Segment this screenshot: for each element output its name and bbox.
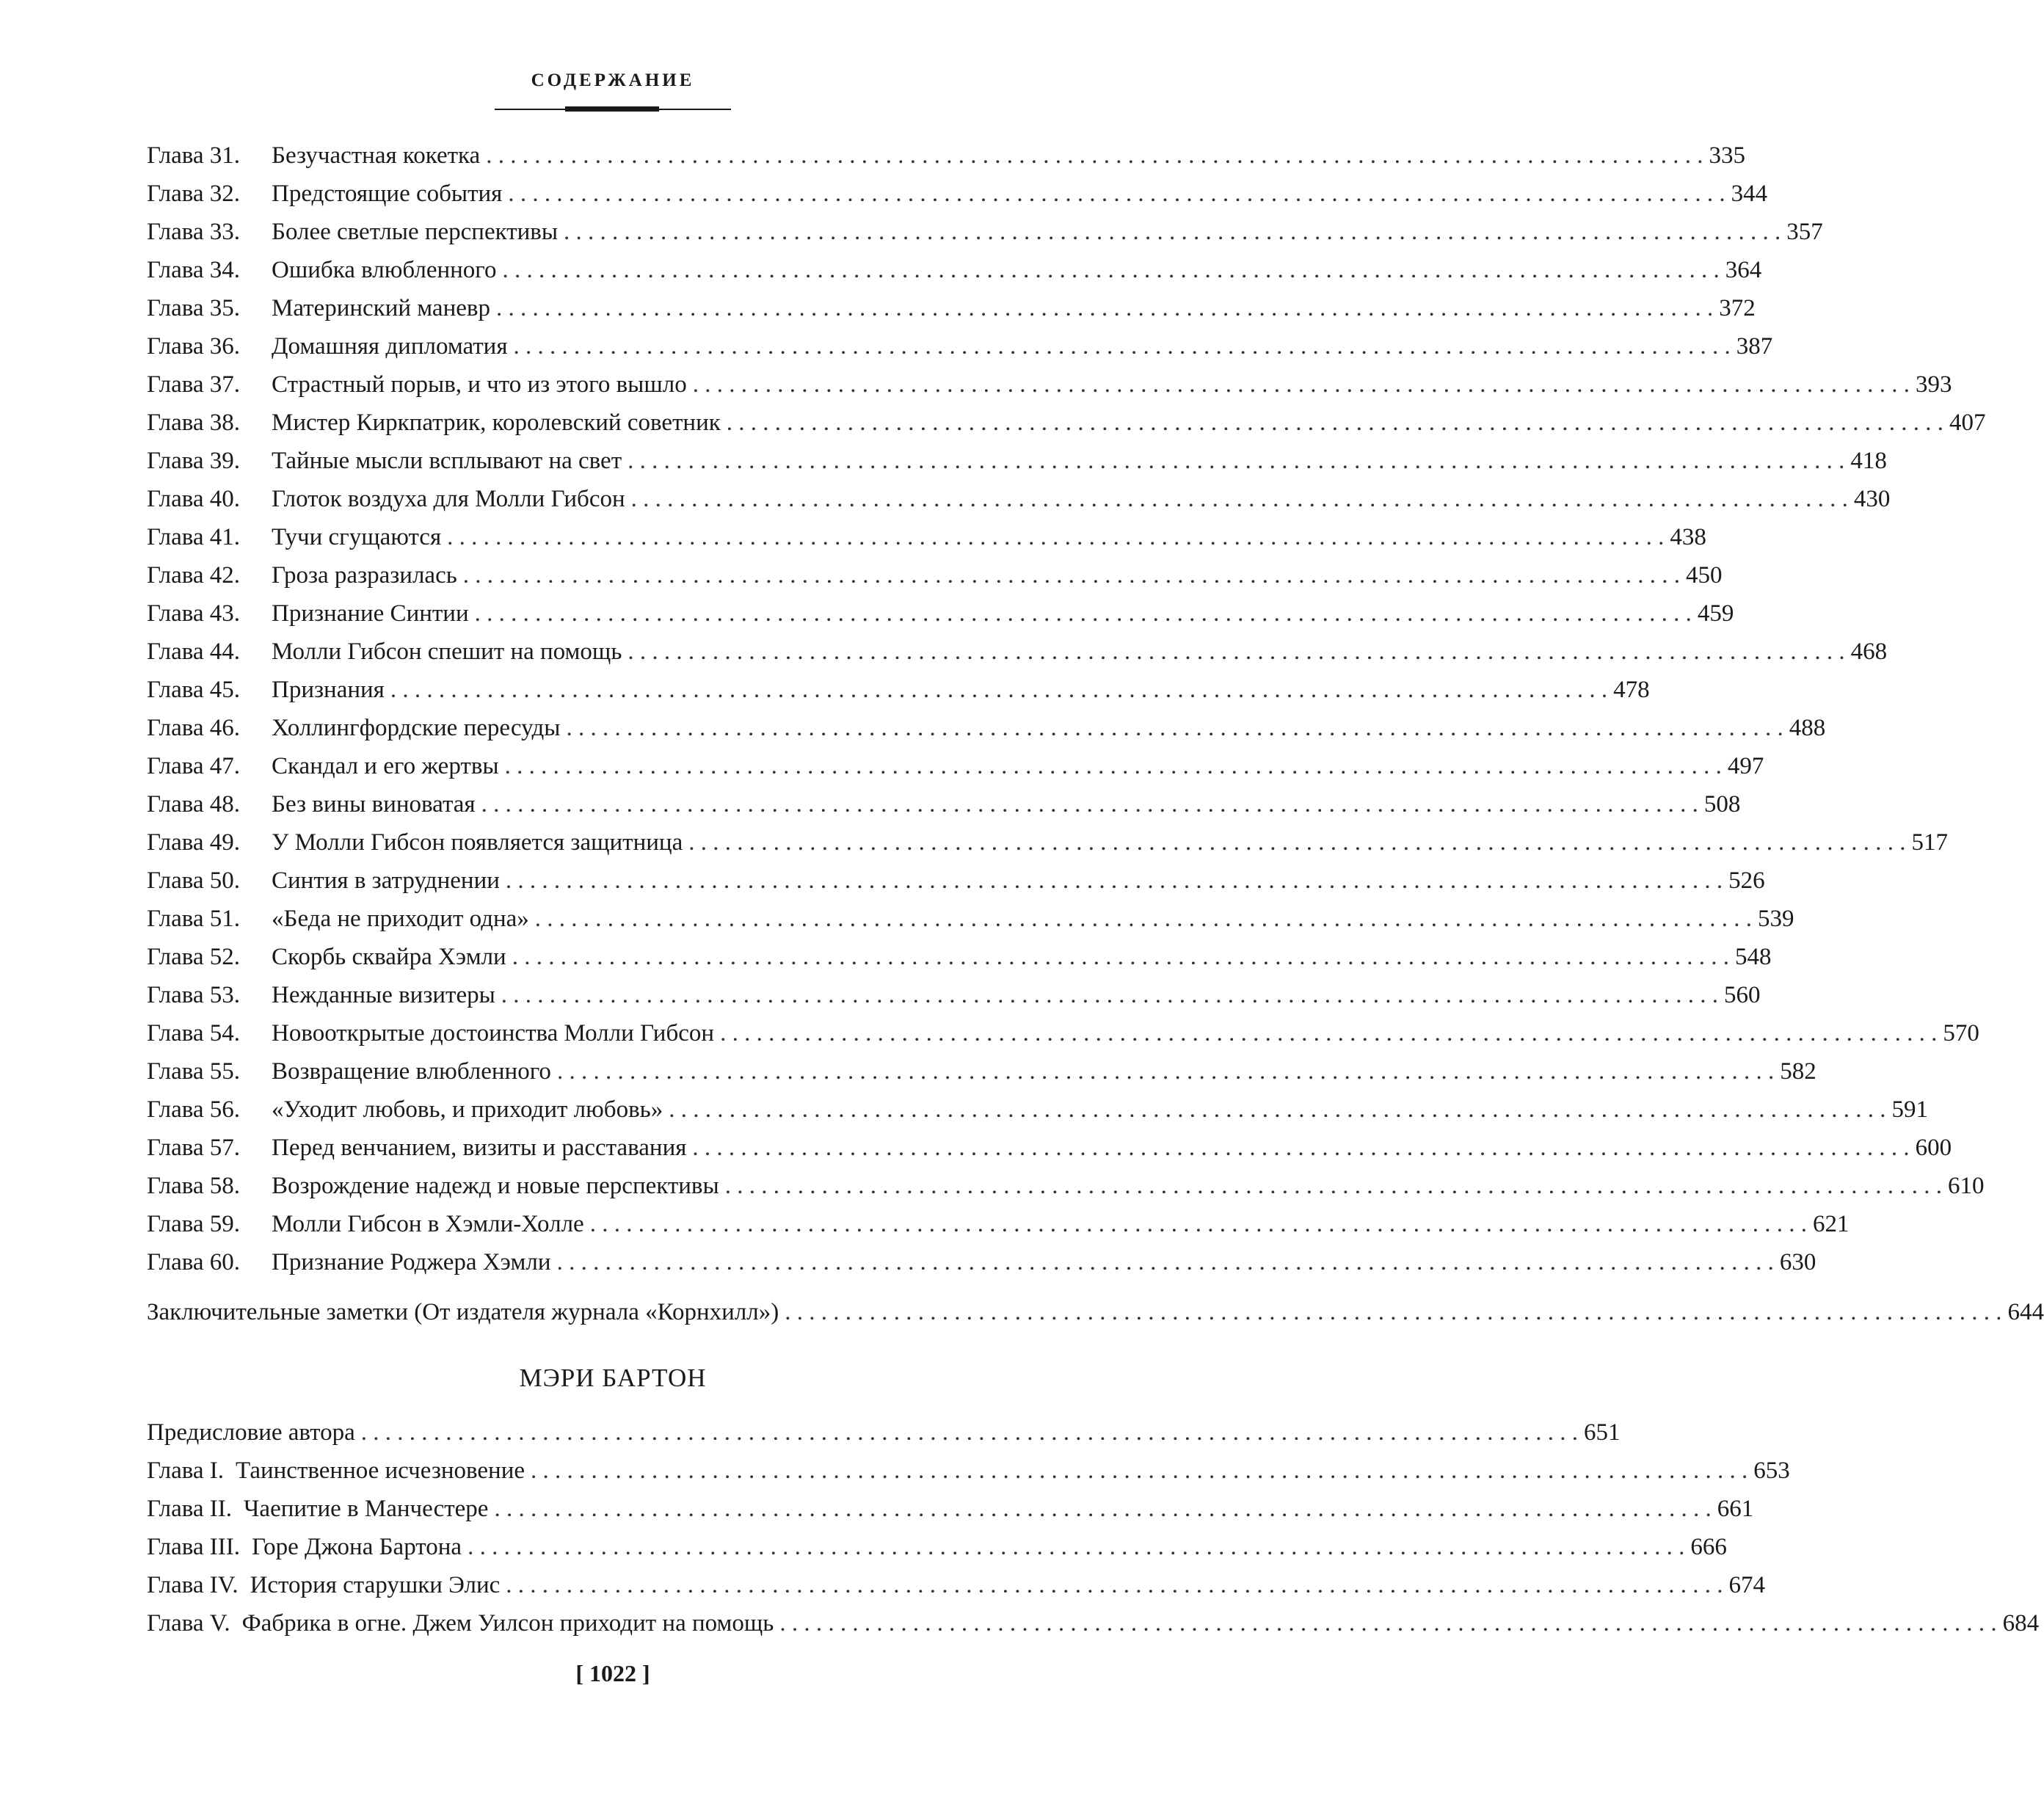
toc-entry-page: 335 [1709, 142, 1745, 169]
toc-entry[interactable] [147, 594, 1734, 633]
toc-entry-title: Более светлые перспективы [272, 219, 559, 245]
toc-entry[interactable] [147, 518, 1706, 556]
toc-entry-title: Признание Роджера Хэмли [272, 1249, 551, 1275]
toc-entry-page: 478 [1613, 677, 1650, 703]
toc-entry-page: 364 [1725, 257, 1762, 283]
toc-entry-page: 407 [1949, 410, 1986, 436]
dot-leader [494, 1490, 1711, 1528]
toc-entry-label: Глава 35. [147, 295, 241, 321]
toc-entry-label: Глава 43. [147, 600, 241, 627]
toc-entry-page: 450 [1686, 562, 1723, 589]
toc-entry-label: Глава 38. [147, 410, 241, 436]
toc-entry-title: Горе Джона Бартона [251, 1534, 462, 1560]
toc-entry-title: «Уходит любовь, и приходит любовь» [272, 1096, 663, 1123]
toc-entry-label: Глава I. [147, 1457, 224, 1484]
dot-leader [631, 480, 1848, 518]
toc-entry-label: Глава 34. [147, 257, 241, 283]
toc-entry-title: Скандал и его жертвы [272, 753, 499, 779]
toc-entry-page: 591 [1891, 1096, 1928, 1123]
toc-entry-label: Глава 46. [147, 715, 241, 741]
toc-entry[interactable] [147, 1205, 1850, 1243]
toc-entry-label: Глава 59. [147, 1211, 241, 1237]
toc-entry[interactable] [147, 1091, 1928, 1129]
dot-leader [566, 709, 1783, 747]
toc-entry-title: Предстоящие события [272, 181, 503, 207]
toc-entry[interactable] [147, 862, 1765, 900]
dot-leader [531, 1452, 1747, 1490]
toc-entry-label: Глава 53. [147, 982, 241, 1008]
toc-entry[interactable] [147, 1604, 2040, 1642]
toc-entry-title: Страстный порыв, и что из этого вышло [272, 371, 687, 398]
toc-entry-page: 357 [1786, 219, 1823, 245]
dot-leader [506, 862, 1723, 900]
toc-entry-page: 610 [1947, 1173, 1985, 1199]
toc-entry-title: Скорбь сквайра Хэмли [272, 944, 506, 970]
dot-leader [447, 518, 1664, 556]
toc-entry-page: 621 [1812, 1211, 1850, 1237]
toc-entry-label: Глава 32. [147, 181, 241, 207]
toc-entry-title: Новооткрытые достоинства Молли Гибсон [272, 1020, 715, 1046]
dot-leader [692, 1129, 1909, 1167]
dot-leader [505, 747, 1722, 785]
toc-entry-label: Глава 56. [147, 1096, 241, 1123]
dot-leader [506, 1566, 1723, 1604]
toc-entry[interactable] [147, 1566, 1766, 1604]
dot-leader [628, 442, 1844, 480]
dot-leader [514, 327, 1731, 365]
toc-entry[interactable] [147, 1413, 1621, 1452]
toc-entry-title: Молли Гибсон в Хэмли-Холле [272, 1211, 584, 1237]
toc-entry-title: Глоток воздуха для Молли Гибсон [272, 486, 625, 512]
toc-entry-title: Материнский маневр [272, 295, 490, 321]
toc-entry-label: Глава 51. [147, 906, 241, 932]
toc-entry-page: 488 [1789, 715, 1826, 741]
toc-entry-page: 644 [2007, 1299, 2044, 1325]
dot-leader [557, 1052, 1774, 1091]
toc-entry[interactable] [147, 1528, 1727, 1566]
toc-entry-label: Глава 60. [147, 1249, 241, 1275]
toc-entry-title: «Беда не приходит одна» [272, 906, 529, 932]
toc-entry-title: Заключительные заметки (От издателя журнала «Корнхилл») [147, 1299, 779, 1325]
toc-entry-title: Чаепитие в Манчестере [243, 1496, 489, 1522]
toc-entry-page: 570 [1943, 1020, 1979, 1046]
toc-entry-label: Глава 57. [147, 1135, 241, 1161]
toc-entry[interactable] [147, 136, 1745, 175]
toc-entry[interactable] [147, 213, 1823, 251]
toc-entry-title: Фабрика в огне. Джем Уилсон приходит на помощь [241, 1610, 774, 1637]
toc-entry[interactable] [147, 556, 1723, 594]
dot-leader [727, 404, 1943, 442]
section-title: МЭРИ БАРТОН [519, 1364, 707, 1392]
toc-entry-page: 430 [1853, 486, 1891, 512]
toc-entry-label: Глава 40. [147, 486, 241, 512]
toc-entry[interactable] [147, 1014, 1979, 1052]
dot-leader [785, 1293, 2001, 1331]
toc-entry-title: Холлингфордские пересуды [272, 715, 561, 741]
toc-entry[interactable] [147, 785, 1741, 823]
toc-entry-page: 508 [1703, 791, 1741, 818]
toc-entry-page: 600 [1915, 1135, 1952, 1161]
dot-leader [669, 1091, 1885, 1129]
dot-leader [779, 1604, 1996, 1642]
toc-entry[interactable] [147, 709, 1826, 747]
toc-entry-label: Глава 58. [147, 1173, 241, 1199]
toc-entry-title: Нежданные визитеры [272, 982, 495, 1008]
toc-entry-label: Глава II. [147, 1496, 232, 1522]
toc-entry-page: 674 [1728, 1572, 1766, 1598]
toc-entry-title: У Молли Гибсон появляется защитница [272, 829, 683, 856]
toc-entry[interactable] [147, 823, 1948, 862]
toc-entry-label: Глава V. [147, 1610, 230, 1637]
dot-leader [475, 594, 1692, 633]
toc-entry[interactable] [147, 747, 1764, 785]
toc-entry-title: Тайные мысли всплывают на свет [272, 448, 622, 474]
toc-entry-title: Мистер Киркпатрик, королевский советник [272, 410, 721, 436]
toc-entry-page: 418 [1850, 448, 1887, 474]
dot-leader [468, 1528, 1684, 1566]
toc-entry-label: Глава 54. [147, 1020, 241, 1046]
toc-entry-page: 630 [1779, 1249, 1816, 1275]
dot-leader [557, 1243, 1774, 1281]
toc-entry[interactable] [147, 1452, 1790, 1490]
toc-entry[interactable] [147, 900, 1794, 938]
toc-entry[interactable] [147, 365, 1952, 404]
toc-section-list [147, 1413, 2040, 1642]
dot-leader [590, 1205, 1807, 1243]
page [147, 0, 2044, 1820]
toc-entry-page: 684 [2002, 1610, 2040, 1637]
toc-entry-page: 468 [1850, 638, 1888, 665]
dot-leader [720, 1014, 1937, 1052]
toc-entry[interactable] [147, 1490, 1754, 1528]
toc-entry-title: Домашняя дипломатия [272, 333, 508, 360]
toc-entry[interactable] [147, 175, 1768, 213]
dot-leader [688, 823, 1905, 862]
toc-entry-title: История старушки Элис [250, 1572, 501, 1598]
toc-entry-title: Ошибка влюбленного [272, 257, 497, 283]
toc-entry-label: Глава 50. [147, 867, 241, 894]
dot-leader [361, 1413, 1578, 1452]
toc-entry-title: Возвращение влюбленного [272, 1058, 551, 1085]
dot-leader [693, 365, 1910, 404]
dot-leader [463, 556, 1680, 594]
toc-entry-page: 661 [1717, 1496, 1754, 1522]
toc-final-notes [147, 1293, 2044, 1331]
toc-entry-page: 344 [1731, 181, 1768, 207]
toc-entry[interactable] [147, 671, 1650, 709]
dot-leader [496, 289, 1713, 327]
toc-entry[interactable] [147, 1052, 1816, 1091]
toc-entry-label: Глава 31. [147, 142, 241, 169]
toc-entry-page: 526 [1728, 867, 1765, 894]
toc-entry-label: Глава 55. [147, 1058, 241, 1085]
toc-entry-page: 372 [1719, 295, 1756, 321]
toc-entry[interactable] [147, 1129, 1952, 1167]
toc-entry-label: Глава III. [147, 1534, 240, 1560]
toc-entry-label: Глава 45. [147, 677, 241, 703]
toc-entry-label: Глава 44. [147, 638, 241, 665]
toc-entry[interactable] [147, 289, 1756, 327]
dot-leader [390, 671, 1607, 709]
toc-entry-label: Глава 42. [147, 562, 241, 589]
toc-entry-page: 517 [1911, 829, 1948, 856]
toc-entry-page: 459 [1697, 600, 1734, 627]
toc-entry[interactable] [147, 938, 1772, 976]
toc-entry-title: Без вины виноватая [272, 791, 476, 818]
dot-leader [725, 1167, 1942, 1205]
toc-entry-page: 539 [1758, 906, 1794, 932]
dot-leader [564, 213, 1781, 251]
toc-entry-page: 666 [1690, 1534, 1727, 1560]
toc-entry-page: 387 [1736, 333, 1773, 360]
toc-entry-label: Глава IV. [147, 1572, 239, 1598]
toc-entry-page: 651 [1584, 1419, 1621, 1446]
toc-entry-page: 560 [1724, 982, 1761, 1008]
toc-entry-title: Таинственное исчезновение [236, 1457, 525, 1484]
toc-entry-label: Глава 48. [147, 791, 241, 818]
running-head: СОДЕРЖАНИЕ [531, 70, 695, 90]
page-number: [ 1022 ] [575, 1660, 650, 1686]
toc-entry[interactable] [147, 480, 1891, 518]
toc-entry[interactable] [147, 1167, 1985, 1205]
toc-entry[interactable] [147, 327, 1773, 365]
toc-chapter-list [147, 136, 1986, 1281]
toc-entry-label: Глава 36. [147, 333, 241, 360]
toc-entry-label: Глава 49. [147, 829, 241, 856]
toc-entry-page: 393 [1915, 371, 1952, 398]
toc-entry-page: 653 [1753, 1457, 1790, 1484]
head-rule-accent [565, 106, 659, 112]
toc-entry-title: Признание Синтии [272, 600, 469, 627]
toc-entry-title: Молли Гибсон спешит на помощь [272, 638, 622, 665]
dot-leader [501, 976, 1718, 1014]
toc-entry[interactable] [147, 404, 1986, 442]
toc-entry-label: Глава 52. [147, 944, 241, 970]
toc-entry[interactable] [147, 251, 1762, 289]
toc-entry-label: Глава 37. [147, 371, 241, 398]
toc-entry-page: 582 [1780, 1058, 1816, 1085]
toc-entry[interactable] [147, 976, 1761, 1014]
toc-entry-title: Гроза разразилась [272, 562, 457, 589]
dot-leader [486, 136, 1703, 175]
dot-leader [508, 175, 1725, 213]
toc-entry-label: Глава 41. [147, 524, 241, 550]
dot-leader [512, 938, 1729, 976]
toc-entry-title: Возрождение надежд и новые перспективы [272, 1173, 719, 1199]
toc-entry-title: Безучастная кокетка [272, 142, 481, 169]
toc-entry-label: Глава 39. [147, 448, 241, 474]
dot-leader [628, 633, 1844, 671]
toc-entry-title: Перед венчанием, визиты и расставания [272, 1135, 687, 1161]
dot-leader [481, 785, 1698, 823]
toc-entry-title: Тучи сгущаются [272, 524, 442, 550]
toc-entry-title: Признания [272, 677, 385, 703]
dot-leader [503, 251, 1720, 289]
toc-entry-label: Глава 33. [147, 219, 241, 245]
toc-entry[interactable] [147, 1243, 1816, 1281]
toc-entry[interactable] [147, 633, 1888, 671]
toc-entry[interactable] [147, 1293, 2044, 1331]
toc-entry-title: Предисловие автора [147, 1419, 355, 1446]
toc-entry-page: 497 [1727, 753, 1764, 779]
toc-entry-page: 438 [1670, 524, 1706, 550]
toc-entry-label: Глава 47. [147, 753, 241, 779]
toc-entry[interactable] [147, 442, 1887, 480]
toc-entry-page: 548 [1734, 944, 1772, 970]
dot-leader [535, 900, 1752, 938]
toc-entry-title: Синтия в затруднении [272, 867, 500, 894]
